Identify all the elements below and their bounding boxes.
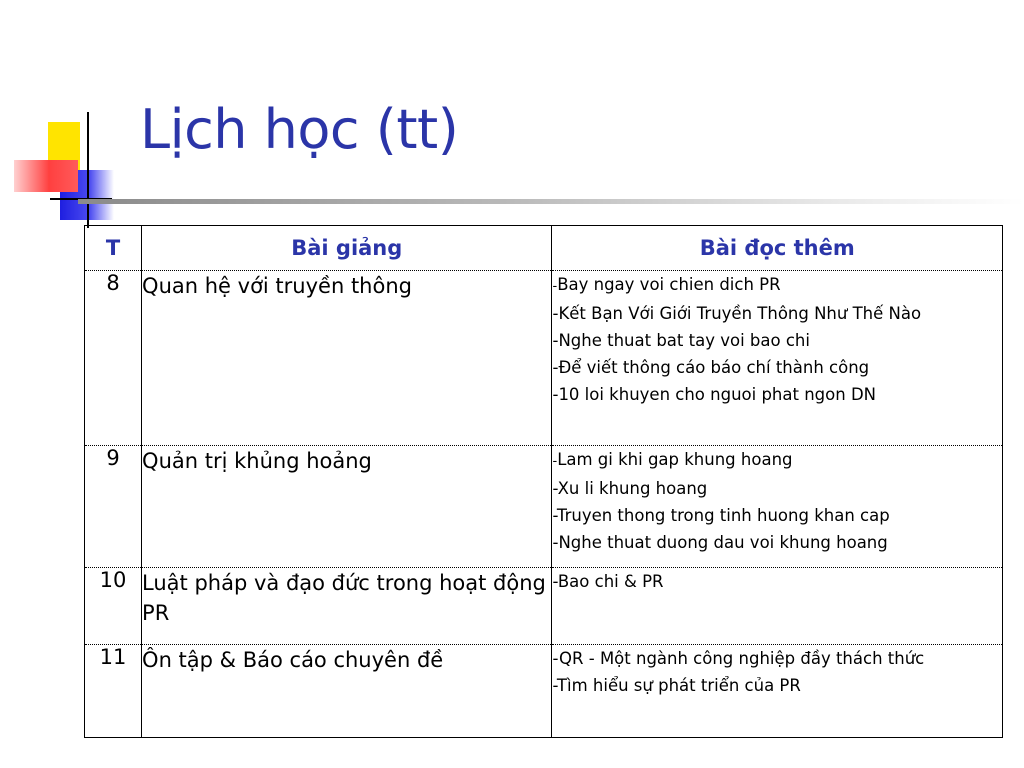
reading-item bbox=[552, 446, 1002, 475]
reading-item: -Để viết thông cáo báo chí thành công bbox=[552, 358, 870, 377]
slide-title: Lịch học (tt) bbox=[140, 98, 459, 161]
schedule-table bbox=[84, 225, 1003, 738]
lecture-topic: Quản trị khủng hoảng bbox=[142, 446, 552, 568]
session-number: 8 bbox=[85, 271, 142, 446]
header-lecture: Bài giảng bbox=[142, 226, 552, 271]
header-t: T bbox=[85, 226, 142, 271]
reading-list bbox=[552, 568, 1003, 645]
table-header-row bbox=[85, 226, 1003, 271]
reading-item: -10 loi khuyen cho nguoi phat ngon DN bbox=[552, 385, 876, 404]
table-row bbox=[85, 446, 1003, 568]
reading-dash: - bbox=[552, 454, 558, 469]
reading-item: -Xu li khung hoang bbox=[552, 479, 708, 498]
reading-item: -Nghe thuat duong dau voi khung hoang bbox=[552, 533, 888, 552]
reading-item bbox=[552, 271, 1002, 300]
reading-list bbox=[552, 446, 1003, 568]
lecture-topic: Quan hệ với truyền thông bbox=[142, 271, 552, 446]
table-row bbox=[85, 568, 1003, 645]
lecture-topic: Ôn tập & Báo cáo chuyên đề bbox=[142, 645, 552, 738]
reading-item: -Kết Bạn Với Giới Truyền Thông Như Thế Nào bbox=[552, 304, 922, 323]
table-row bbox=[85, 271, 1003, 446]
reading-item: -QR - Một ngành công nghiệp đầy thách thức bbox=[552, 649, 925, 668]
lecture-topic: Luật pháp và đạo đức trong hoạt động PR bbox=[142, 568, 552, 645]
reading-item: -Nghe thuat bat tay voi bao chi bbox=[552, 331, 810, 350]
reading-list bbox=[552, 645, 1003, 738]
reading-text: Lam gi khi gap khung hoang bbox=[557, 450, 793, 469]
reading-item: -Truyen thong trong tinh huong khan cap bbox=[552, 506, 890, 525]
header-reading: Bài đọc thêm bbox=[552, 226, 1003, 271]
reading-item: -Bao chi & PR bbox=[552, 572, 664, 591]
session-number: 11 bbox=[85, 645, 142, 738]
session-number: 9 bbox=[85, 446, 142, 568]
title-underline bbox=[78, 199, 1024, 204]
decor-vertical-line bbox=[87, 112, 89, 228]
reading-dash: - bbox=[552, 279, 558, 294]
reading-item: -Tìm hiểu sự phát triển của PR bbox=[552, 676, 801, 695]
decor-red-bar bbox=[14, 160, 78, 192]
table-row bbox=[85, 645, 1003, 738]
reading-list bbox=[552, 271, 1003, 446]
reading-text: Bay ngay voi chien dich PR bbox=[557, 275, 781, 294]
session-number: 10 bbox=[85, 568, 142, 645]
